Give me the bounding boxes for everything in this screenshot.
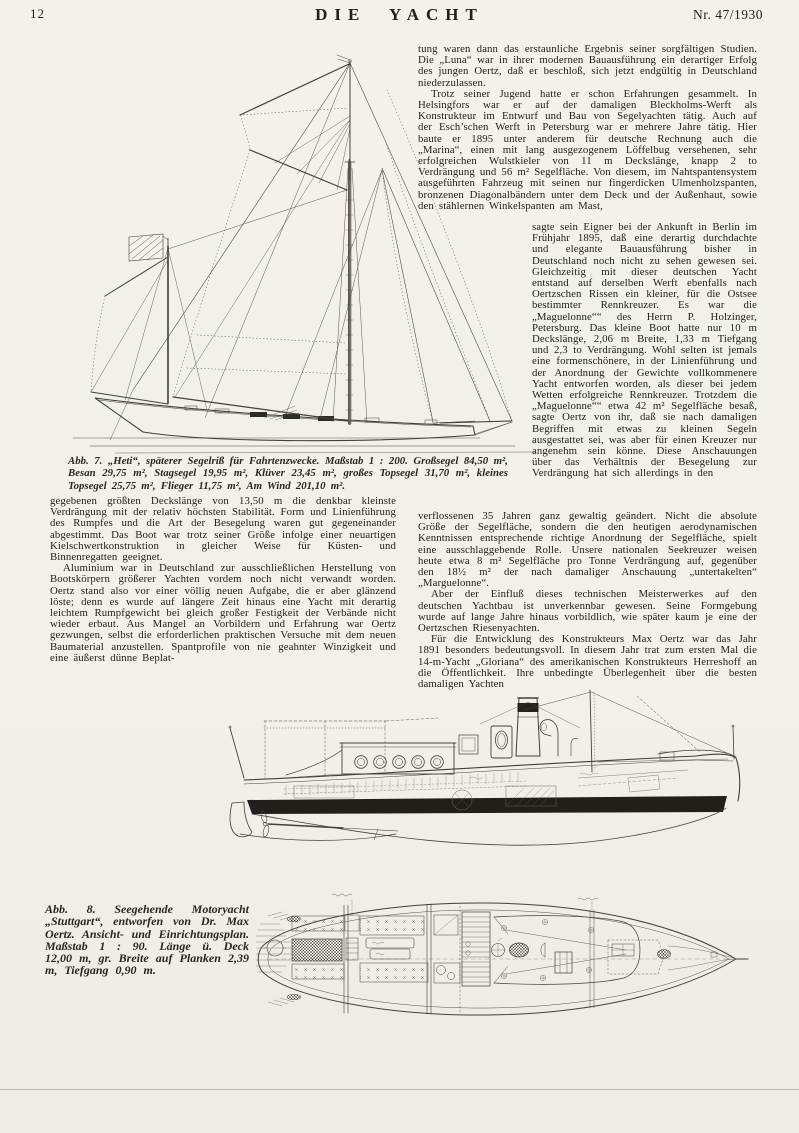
bowsprit — [433, 421, 512, 435]
paragraph-entwicklung: Für die Entwicklung des Konstrukteurs Max Oertz war das Jahr 1891 besonders bedeutungsvoll. In diesem Jahr trat zum ersten Mal die 14-m-Yacht „Gloriana“ des amerikanischen Konstrukteurs Herreshoff an die Öffentlichkeit. Ihre unbedingte Überlegenheit über die besten damaligen Yachten — [418, 633, 757, 691]
bow-details — [598, 725, 736, 762]
cowl-ventilator — [540, 720, 578, 756]
awning-frame — [264, 718, 438, 778]
figure8-deck-plan-drawing — [248, 886, 748, 1038]
mizzen-flag — [129, 234, 168, 261]
fore-cabin — [608, 940, 734, 974]
stern-flagpole — [229, 726, 244, 778]
funnel — [480, 698, 580, 756]
paragraph-einfluss: Aber der Einfluß dieses technischen Meisterwerkes auf den deutschen Yachtbau ist unverkennbar gewesen. Seine Formgebung wurde auf lange Jahre hinaus vorbildlich, wie später kaum je eine der Oertzschen Riesenyachten. — [418, 588, 757, 635]
paragraph-trotz-end: verflossenen 35 Jahren ganz gewaltig geändert. Nicht die absolute Größe der Segelfläche, sondern die den heutigen aerodynamischen Kenntnissen entsprechende richtige Anordnung der Segelfläche, spielt eine ausschlaggebende Rolle. Unsere nationalen Seekreuzer weisen heute etwa 8 m² Segelfläche pro Tonne Verdrängung auf, gegenüber den 18½ m² der nach damaliger Anschauung „untertakelten“ „Marguelonne“. — [418, 511, 757, 590]
masthead-pennant — [337, 55, 350, 63]
boot-top-band — [247, 796, 727, 814]
scan-artifact-rule — [0, 1089, 799, 1090]
figure8-caption: Abb. 8. Seegehende Motoryacht „Stuttgart“, entworfen von Dr. Max Oertz. Ansicht- und Einrichtungsplan. Maßstab 1 : 90. Länge ü. Deck 12,00 m, gr. Breite auf Planken 2,39 m, Tiefgang 0,90 m. — [45, 902, 249, 978]
main-mast — [337, 55, 355, 424]
page-number: 12 — [30, 6, 45, 21]
companionway-door — [491, 726, 512, 758]
midship-saloon — [345, 915, 428, 982]
masthead-title: DIE YACHT — [315, 5, 484, 24]
sailboat-hull — [95, 398, 475, 441]
engine-hatch-oval — [510, 943, 529, 957]
paragraph-trotz: Trotz seiner Jugend hatte er schon Erfahrungen gesammelt. In Helsingfors war er auf der damaligen Bleckholms-Werft als Konstrukteur im Entwurf und Bau von Segelyachten tätig. Auch auf der Esch’schen Werft in Petersburg war er mehrere Jahre tätig. Hier baute er 1895 unter anderem für deutsche Rechnung auch die „Marina“, einen mit lang ausgezogenem Löffelbug versehenen, sehr erfolgreichen Wulstkieler von 11 m Deckslänge, knapp 2 to Verdrängung und 56 m² Segelfläche. Von diesem, im Nahtspantensystem ausgeführten Fahrzeug mit seinen nur fingerdicken Ulmenholzspanten, bronzenen Diagonalbändern unter dem Deck und der Außenhaut, sowie den stählernen Winkelspanten am Mast, — [418, 87, 757, 212]
figure7-caption: Abb. 7. „Heti“, späterer Segelriß für Fahrtenzwecke. Maßstab 1 : 200. Großsegel 84,50 m², Besan 29,75 m², Stagsegel 19,95 m², Klüver 23,45 m², großes Topsegel 31,70 m², kleines Topsegel 25,75 m², Flieger 11,75 m², Am Wind 201,10 m². — [68, 455, 508, 492]
skylight-box — [459, 735, 478, 754]
deckhouse — [286, 743, 456, 778]
running-rigging — [91, 116, 350, 420]
saloon-table-hatched — [292, 939, 342, 961]
left-paragraph-2: Aluminium war in Deutschland zur ausschließlichen Herstellung von Bootskörpern größerer Yachten vordem noch nicht verwandt worden. Oertz stand also vor einer völlig neuen Aufgabe, die er aber glänzend löste; denn es wurde auf längere Zeit hinaus eine Yacht mit derartig leichtem Rumpfgewicht bei gleich großer Festigkeit der Verbände nicht wieder erbaut. Aus Mangel an Vorbildern und Erfahrung war Oertz gezwungen, selbst die erforderlichen praktischen Versuche mit dem neuen Baumaterial anzustellen. Spantprofile von nie geahnter Winzigkeit und eine äußerst dünne Beplat- — [50, 562, 396, 664]
propeller — [260, 811, 398, 840]
watertight-bulkhead-fore — [578, 898, 598, 1008]
issue-number: Nr. 47/1930 — [692, 7, 763, 22]
right-column-indented: sagte sein Eigner bei der Ankunft in Berlin im Frühjahr 1895, daß eine derartig durchdachte und elegante Bauausführung bisher in Deutschland noch nicht zu sehen gewesen sei. Gleichzeitig mit dieser deutschen Yacht entstand auf derselben Werft ebenfalls nach Oertzschen Rissen ein kleiner, für die Ostsee bestimmter Rennkreuzer. Es war die „Maguelonne““ des Herrn P. Holzinger, Petersburg. Das kleine Boot hatte nur 10 m Deckslänge, 2,06 m Breite, 1,33 m Tiefgang und 2,3 to Verdrängung. Wohl selten ist jemals eine formenschönere, in der Linienführung und der Anordnung der Gewichte vollkommenere Yacht entworfen worden, als dieser bei jedem Wetten erfolgreiche Rennkreuzer. Trotzdem die „Maguelonne““ etwa 42 m² Segelfläche besaß, sagte Oertz von ihr, daß sie nach damaligen Begriffen mit etwas zu kleinen Segeln ausgestattet sei, was aber für einen Kreuzer nur angenehm sein könne. Diese Anschauungen über das Verhältnis der Besegelung zur Verdrängung hat sich allerdings in den — [532, 222, 757, 480]
bulkhead-label-scribble — [332, 894, 352, 896]
porthole-row — [355, 756, 444, 769]
figure8-side-view-drawing — [228, 628, 748, 890]
continuation-paragraph: tung waren dann das erstaunliche Ergebnis seiner sorgfältigen Studien. Die „Luna“ war in ihrer modernen Bauausführung ein derartiger Erfolg des jungen Oertz, daß er beschloß, sich jetzt endgültig in Deutschland niederzulassen. — [418, 44, 757, 89]
engine-room-skylight — [462, 912, 490, 986]
spars — [91, 64, 349, 421]
right-column-top — [418, 44, 757, 223]
left-paragraph-1: gegebenen größten Deckslänge von 13,50 m die denkbar kleinste Verdrängung mit der relativ höchsten Stabilität. Form und Linienführung des Rumpfes und die Art der Besegelung waren gut gegeneinander abgestimmt. Das Boot war trotz seiner Größe infolge einer neuartigen Kielschwertkonstruktion in gleicher Weise für Küsten- und Binnenregatten geeignet. — [50, 496, 396, 564]
bulkhead-label-scribble — [578, 898, 598, 900]
motoryacht-hull-profile — [240, 754, 740, 845]
rudder — [230, 802, 252, 837]
table-label-scribble — [372, 942, 384, 955]
